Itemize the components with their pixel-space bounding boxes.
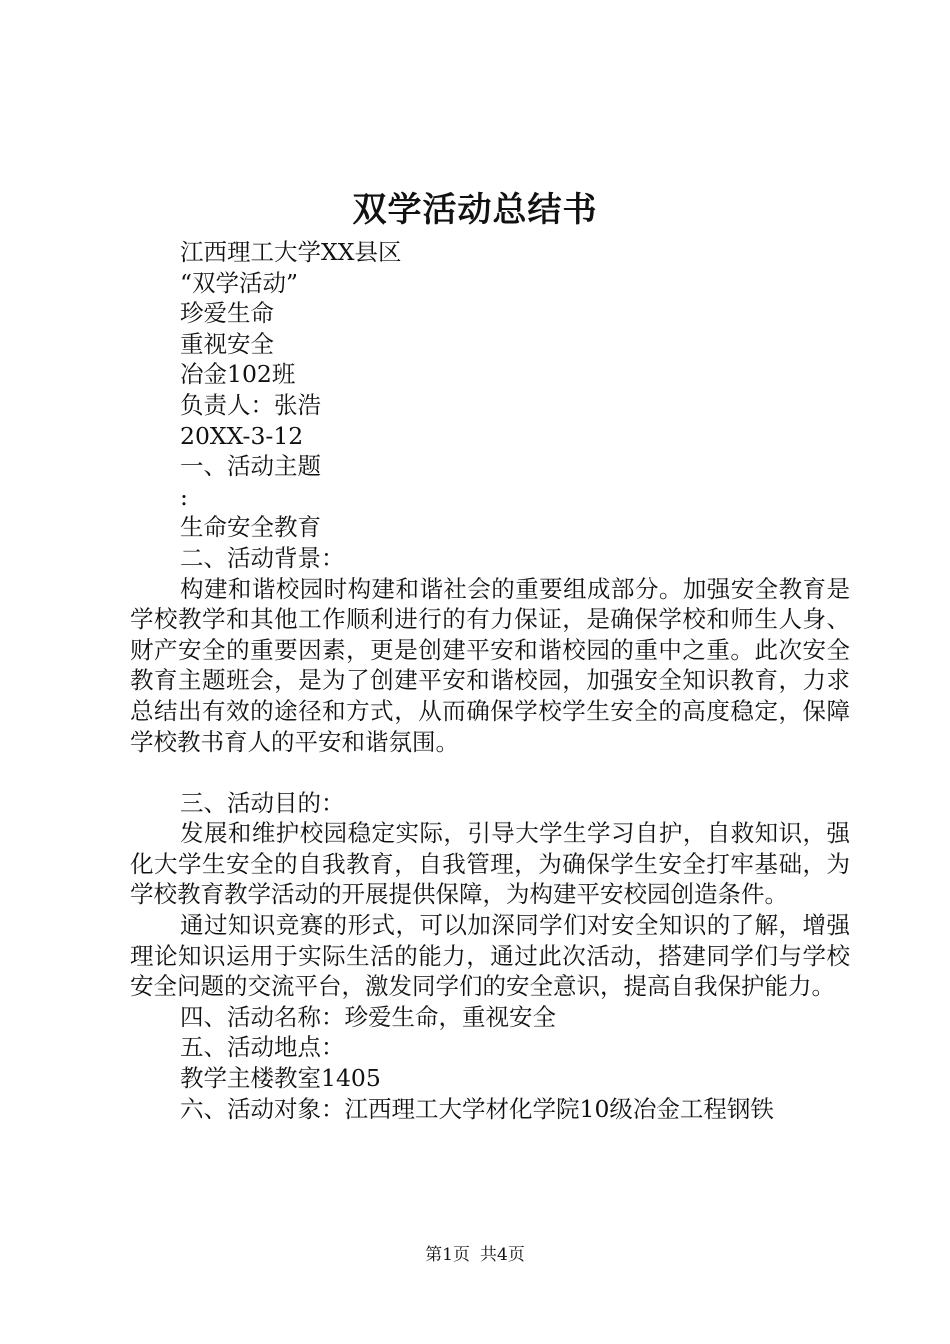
location-value: 教学主楼教室1405: [180, 1064, 381, 1093]
slogan-line-2: 重视安全: [180, 329, 274, 358]
document-body: [130, 237, 850, 1124]
purpose-paragraph-1: 发展和维护校园稳定实际，引导大学生学习自护，自救知识，强化大学生安全的自我教育，自我管理，为确保学生安全打牢基础，为学校教育教学活动的开展提供保障，为构建平安校园创造条件。: [130, 819, 850, 909]
background-heading: 二、活动背景：: [180, 543, 345, 572]
purpose-paragraph-2: 通过知识竞赛的形式，可以加深同学们对安全知识的了解，增强理论知识运用于实际生活的能力，通过此次活动，搭建同学们与学校安全问题的交流平台，激发同学们的安全意识，提高自我保护能力。: [130, 911, 850, 1001]
location-heading: 五、活动地点：: [180, 1033, 345, 1062]
activity-label: “双学活动”: [180, 268, 299, 297]
page-total: 共4页: [480, 1245, 525, 1265]
activity-name-line: 四、活动名称：珍爱生命，重视安全: [180, 1002, 556, 1031]
document-date: 20XX-3-12: [180, 421, 304, 450]
person-in-charge: 负责人：张浩: [180, 390, 321, 419]
page-footer: [0, 1242, 950, 1268]
slogan-line-1: 珍爱生命: [180, 299, 274, 328]
university-district: 江西理工大学XX县区: [180, 238, 402, 266]
page-number: 第1页: [425, 1245, 470, 1265]
target-line: 六、活动对象：江西理工大学材化学院10级冶金工程钢铁: [180, 1094, 774, 1123]
theme-colon: :: [180, 482, 188, 511]
theme-heading: 一、活动主题: [180, 452, 321, 481]
paragraph-gap: [130, 757, 850, 788]
purpose-heading: 三、活动目的：: [180, 788, 345, 817]
theme-value: 生命安全教育: [180, 513, 321, 542]
background-paragraph: 构建和谐校园时构建和谐社会的重要组成部分。加强安全教育是学校教学和其他工作顺利进行的有力保证，是确保学校和师生人身、财产安全的重要因素，更是创建平安和谐校园的重中之重。此次安全教育主题班会，是为了创建平安和谐校园，加强安全知识教育，力求总结出有效的途径和方式，从而确保学校学生安全的高度稳定，保障学校教书育人的平安和谐氛围。: [130, 574, 850, 756]
page-title: 双学活动总结书: [352, 190, 598, 230]
class-name: 冶金102班: [180, 360, 296, 389]
